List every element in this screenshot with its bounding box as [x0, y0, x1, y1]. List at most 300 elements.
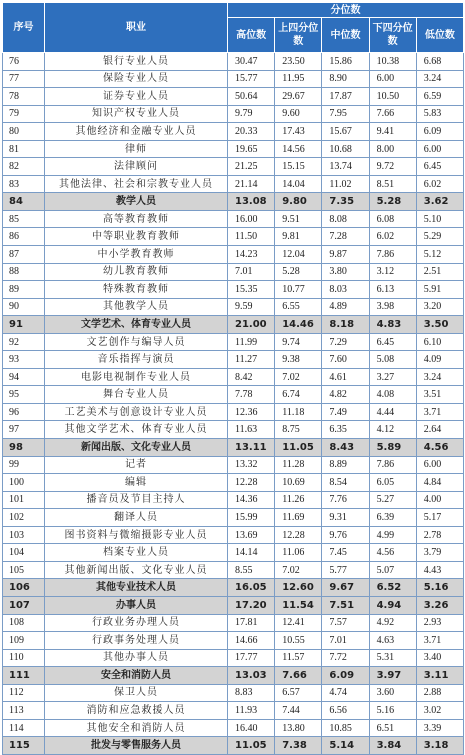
value-median: 8.03 [322, 281, 369, 299]
value-median: 7.29 [322, 333, 369, 351]
value-low: 4.00 [416, 491, 463, 509]
table-row [3, 368, 464, 386]
value-median: 6.56 [322, 702, 369, 720]
value-high: 14.66 [228, 632, 275, 650]
row-number: 85 [3, 210, 45, 228]
occupation-name: 银行专业人员 [45, 53, 228, 71]
row-number: 111 [3, 667, 45, 685]
value-low: 6.02 [416, 175, 463, 193]
value-lower-quartile: 5.08 [369, 351, 416, 369]
value-median: 7.01 [322, 632, 369, 650]
occupation-name: 法律顾问 [45, 158, 228, 176]
value-lower-quartile: 5.07 [369, 561, 416, 579]
value-upper-quartile: 9.81 [275, 228, 322, 246]
value-median: 8.08 [322, 210, 369, 228]
value-high: 14.14 [228, 544, 275, 562]
value-high: 11.05 [228, 737, 275, 755]
value-upper-quartile: 6.57 [275, 684, 322, 702]
table-row [3, 421, 464, 439]
header-lower-quartile: 下四分位数 [369, 18, 416, 53]
value-lower-quartile: 8.00 [369, 140, 416, 158]
value-lower-quartile: 4.44 [369, 403, 416, 421]
table-row [3, 70, 464, 88]
value-high: 11.99 [228, 333, 275, 351]
value-high: 16.00 [228, 210, 275, 228]
value-lower-quartile: 7.66 [369, 105, 416, 123]
occupation-name: 知识产权专业人员 [45, 105, 228, 123]
value-upper-quartile: 11.54 [275, 596, 322, 614]
value-lower-quartile: 5.89 [369, 439, 416, 457]
value-median: 7.95 [322, 105, 369, 123]
header-median: 中位数 [322, 18, 369, 53]
table-row [3, 140, 464, 158]
occupation-name: 教学人员 [45, 193, 228, 211]
value-high: 11.27 [228, 351, 275, 369]
header-job: 职业 [45, 3, 228, 53]
occupation-name: 办事人员 [45, 596, 228, 614]
row-number: 108 [3, 614, 45, 632]
value-high: 12.28 [228, 474, 275, 492]
occupation-name: 特殊教育教师 [45, 281, 228, 299]
row-number: 86 [3, 228, 45, 246]
value-low: 5.12 [416, 246, 463, 264]
category-row [3, 667, 464, 685]
value-median: 7.51 [322, 596, 369, 614]
row-number: 91 [3, 316, 45, 334]
row-number: 93 [3, 351, 45, 369]
value-lower-quartile: 9.72 [369, 158, 416, 176]
row-number: 105 [3, 561, 45, 579]
value-median: 13.74 [322, 158, 369, 176]
row-number: 99 [3, 456, 45, 474]
row-number: 114 [3, 719, 45, 737]
value-low: 6.10 [416, 333, 463, 351]
occupation-name: 行政事务处理人员 [45, 632, 228, 650]
occupation-name: 档案专业人员 [45, 544, 228, 562]
table-row [3, 263, 464, 281]
value-low: 3.18 [416, 737, 463, 755]
row-number: 102 [3, 509, 45, 527]
value-low: 3.24 [416, 70, 463, 88]
table-row [3, 351, 464, 369]
table-row [3, 210, 464, 228]
value-upper-quartile: 14.04 [275, 175, 322, 193]
value-upper-quartile: 11.69 [275, 509, 322, 527]
value-high: 21.00 [228, 316, 275, 334]
value-low: 6.45 [416, 158, 463, 176]
occupation-name: 图书资料与微缩摄影专业人员 [45, 526, 228, 544]
value-upper-quartile: 11.06 [275, 544, 322, 562]
value-low: 5.83 [416, 105, 463, 123]
table-row [3, 719, 464, 737]
value-median: 8.54 [322, 474, 369, 492]
value-high: 13.69 [228, 526, 275, 544]
occupation-name: 其他新闻出版、文化专业人员 [45, 561, 228, 579]
occupation-name: 电影电视制作专业人员 [45, 368, 228, 386]
table-row [3, 649, 464, 667]
value-upper-quartile: 11.26 [275, 491, 322, 509]
value-upper-quartile: 6.55 [275, 298, 322, 316]
value-high: 11.63 [228, 421, 275, 439]
row-number: 103 [3, 526, 45, 544]
value-high: 20.33 [228, 123, 275, 141]
occupation-name: 证券专业人员 [45, 88, 228, 106]
row-number: 95 [3, 386, 45, 404]
value-high: 8.42 [228, 368, 275, 386]
value-upper-quartile: 7.66 [275, 667, 322, 685]
occupation-name: 批发与零售服务人员 [45, 737, 228, 755]
value-high: 14.23 [228, 246, 275, 264]
table-row [3, 403, 464, 421]
value-low: 6.09 [416, 123, 463, 141]
value-median: 4.89 [322, 298, 369, 316]
value-high: 50.64 [228, 88, 275, 106]
occupation-name: 其他安全和消防人员 [45, 719, 228, 737]
value-lower-quartile: 5.28 [369, 193, 416, 211]
value-low: 3.26 [416, 596, 463, 614]
table-row [3, 526, 464, 544]
row-number: 110 [3, 649, 45, 667]
table-row [3, 474, 464, 492]
value-lower-quartile: 6.08 [369, 210, 416, 228]
wage-quantile-table [2, 2, 464, 755]
table-row [3, 614, 464, 632]
table-row [3, 491, 464, 509]
row-number: 113 [3, 702, 45, 720]
value-low: 3.40 [416, 649, 463, 667]
value-upper-quartile: 6.74 [275, 386, 322, 404]
value-median: 15.86 [322, 53, 369, 71]
header-low: 低位数 [416, 18, 463, 53]
value-high: 15.35 [228, 281, 275, 299]
occupation-name: 行政业务办理人员 [45, 614, 228, 632]
occupation-name: 保险专业人员 [45, 70, 228, 88]
value-low: 3.20 [416, 298, 463, 316]
value-lower-quartile: 4.83 [369, 316, 416, 334]
value-high: 9.59 [228, 298, 275, 316]
occupation-name: 其他法律、社会和宗教专业人员 [45, 175, 228, 193]
header-no: 序号 [3, 3, 45, 53]
table-row [3, 456, 464, 474]
value-high: 7.78 [228, 386, 275, 404]
value-upper-quartile: 11.57 [275, 649, 322, 667]
value-lower-quartile: 6.52 [369, 579, 416, 597]
value-median: 9.31 [322, 509, 369, 527]
value-upper-quartile: 12.41 [275, 614, 322, 632]
occupation-name: 安全和消防人员 [45, 667, 228, 685]
value-upper-quartile: 9.51 [275, 210, 322, 228]
value-lower-quartile: 3.97 [369, 667, 416, 685]
value-lower-quartile: 3.60 [369, 684, 416, 702]
table-row [3, 333, 464, 351]
value-low: 5.16 [416, 579, 463, 597]
occupation-name: 其他文学艺术、体育专业人员 [45, 421, 228, 439]
value-lower-quartile: 4.56 [369, 544, 416, 562]
row-number: 88 [3, 263, 45, 281]
category-row [3, 193, 464, 211]
value-upper-quartile: 23.50 [275, 53, 322, 71]
value-high: 9.79 [228, 105, 275, 123]
value-lower-quartile: 7.86 [369, 246, 416, 264]
value-lower-quartile: 5.31 [369, 649, 416, 667]
value-high: 21.14 [228, 175, 275, 193]
value-low: 3.24 [416, 368, 463, 386]
row-number: 98 [3, 439, 45, 457]
value-median: 4.82 [322, 386, 369, 404]
value-high: 17.81 [228, 614, 275, 632]
occupation-name: 文艺创作与编导人员 [45, 333, 228, 351]
value-high: 13.11 [228, 439, 275, 457]
value-low: 2.88 [416, 684, 463, 702]
value-median: 7.35 [322, 193, 369, 211]
value-high: 19.65 [228, 140, 275, 158]
table-row [3, 684, 464, 702]
value-upper-quartile: 15.15 [275, 158, 322, 176]
value-upper-quartile: 14.46 [275, 316, 322, 334]
value-high: 8.55 [228, 561, 275, 579]
row-number: 79 [3, 105, 45, 123]
value-lower-quartile: 6.51 [369, 719, 416, 737]
value-lower-quartile: 6.00 [369, 70, 416, 88]
value-lower-quartile: 10.50 [369, 88, 416, 106]
value-upper-quartile: 9.80 [275, 193, 322, 211]
row-number: 107 [3, 596, 45, 614]
value-median: 7.49 [322, 403, 369, 421]
table-row [3, 105, 464, 123]
occupation-name: 舞台专业人员 [45, 386, 228, 404]
value-low: 3.62 [416, 193, 463, 211]
value-low: 6.00 [416, 456, 463, 474]
table-row [3, 298, 464, 316]
value-median: 6.09 [322, 667, 369, 685]
value-high: 16.40 [228, 719, 275, 737]
value-low: 4.43 [416, 561, 463, 579]
row-number: 81 [3, 140, 45, 158]
value-low: 5.29 [416, 228, 463, 246]
value-upper-quartile: 29.67 [275, 88, 322, 106]
value-low: 2.51 [416, 263, 463, 281]
occupation-name: 记者 [45, 456, 228, 474]
occupation-name: 播音员及节目主持人 [45, 491, 228, 509]
value-upper-quartile: 17.43 [275, 123, 322, 141]
value-upper-quartile: 11.18 [275, 403, 322, 421]
value-median: 8.90 [322, 70, 369, 88]
row-number: 92 [3, 333, 45, 351]
row-number: 106 [3, 579, 45, 597]
value-high: 8.83 [228, 684, 275, 702]
occupation-name: 中等职业教育教师 [45, 228, 228, 246]
table-row [3, 281, 464, 299]
header-quantile-group: 分位数 [228, 3, 464, 18]
value-lower-quartile: 3.98 [369, 298, 416, 316]
value-low: 3.11 [416, 667, 463, 685]
value-high: 30.47 [228, 53, 275, 71]
value-low: 3.02 [416, 702, 463, 720]
row-number: 80 [3, 123, 45, 141]
value-lower-quartile: 5.16 [369, 702, 416, 720]
occupation-name: 音乐指挥与演员 [45, 351, 228, 369]
value-upper-quartile: 11.05 [275, 439, 322, 457]
value-lower-quartile: 3.27 [369, 368, 416, 386]
value-low: 3.50 [416, 316, 463, 334]
table-body [3, 53, 464, 755]
occupation-name: 幼儿教育教师 [45, 263, 228, 281]
value-high: 17.20 [228, 596, 275, 614]
value-upper-quartile: 12.28 [275, 526, 322, 544]
table-row [3, 246, 464, 264]
value-upper-quartile: 13.80 [275, 719, 322, 737]
table-row [3, 88, 464, 106]
value-lower-quartile: 6.05 [369, 474, 416, 492]
value-upper-quartile: 9.60 [275, 105, 322, 123]
table-row [3, 175, 464, 193]
value-upper-quartile: 10.69 [275, 474, 322, 492]
occupation-name: 新闻出版、文化专业人员 [45, 439, 228, 457]
value-lower-quartile: 4.92 [369, 614, 416, 632]
table-row [3, 544, 464, 562]
value-upper-quartile: 10.55 [275, 632, 322, 650]
value-median: 7.76 [322, 491, 369, 509]
value-low: 4.56 [416, 439, 463, 457]
value-upper-quartile: 9.38 [275, 351, 322, 369]
value-low: 3.51 [416, 386, 463, 404]
value-lower-quartile: 4.63 [369, 632, 416, 650]
value-low: 4.84 [416, 474, 463, 492]
row-number: 78 [3, 88, 45, 106]
value-median: 6.35 [322, 421, 369, 439]
occupation-name: 其他经济和金融专业人员 [45, 123, 228, 141]
value-upper-quartile: 12.04 [275, 246, 322, 264]
table-row [3, 158, 464, 176]
value-low: 5.91 [416, 281, 463, 299]
occupation-name: 其他办事人员 [45, 649, 228, 667]
value-median: 8.43 [322, 439, 369, 457]
value-lower-quartile: 6.02 [369, 228, 416, 246]
category-row [3, 579, 464, 597]
category-row [3, 439, 464, 457]
value-median: 4.61 [322, 368, 369, 386]
header-high: 高位数 [228, 18, 275, 53]
value-lower-quartile: 4.99 [369, 526, 416, 544]
row-number: 96 [3, 403, 45, 421]
value-median: 7.60 [322, 351, 369, 369]
row-number: 89 [3, 281, 45, 299]
value-high: 11.93 [228, 702, 275, 720]
row-number: 84 [3, 193, 45, 211]
value-low: 2.93 [416, 614, 463, 632]
value-lower-quartile: 9.41 [369, 123, 416, 141]
value-upper-quartile: 7.02 [275, 368, 322, 386]
value-high: 11.50 [228, 228, 275, 246]
value-median: 7.45 [322, 544, 369, 562]
value-low: 6.68 [416, 53, 463, 71]
value-low: 5.10 [416, 210, 463, 228]
value-high: 15.77 [228, 70, 275, 88]
row-number: 104 [3, 544, 45, 562]
value-high: 14.36 [228, 491, 275, 509]
value-low: 2.64 [416, 421, 463, 439]
table-row [3, 561, 464, 579]
value-median: 8.18 [322, 316, 369, 334]
value-median: 17.87 [322, 88, 369, 106]
value-median: 10.68 [322, 140, 369, 158]
table-row [3, 53, 464, 71]
occupation-name: 律师 [45, 140, 228, 158]
occupation-name: 高等教育教师 [45, 210, 228, 228]
value-median: 7.28 [322, 228, 369, 246]
table-row [3, 632, 464, 650]
value-upper-quartile: 11.95 [275, 70, 322, 88]
value-lower-quartile: 6.13 [369, 281, 416, 299]
category-row [3, 316, 464, 334]
row-number: 82 [3, 158, 45, 176]
value-upper-quartile: 10.77 [275, 281, 322, 299]
value-lower-quartile: 6.45 [369, 333, 416, 351]
value-median: 10.85 [322, 719, 369, 737]
row-number: 109 [3, 632, 45, 650]
value-low: 6.00 [416, 140, 463, 158]
row-number: 83 [3, 175, 45, 193]
occupation-name: 其他专业技术人员 [45, 579, 228, 597]
value-lower-quartile: 8.51 [369, 175, 416, 193]
value-lower-quartile: 4.08 [369, 386, 416, 404]
value-lower-quartile: 10.38 [369, 53, 416, 71]
value-upper-quartile: 5.28 [275, 263, 322, 281]
value-upper-quartile: 8.75 [275, 421, 322, 439]
value-lower-quartile: 4.12 [369, 421, 416, 439]
value-upper-quartile: 7.38 [275, 737, 322, 755]
value-high: 13.32 [228, 456, 275, 474]
value-low: 2.78 [416, 526, 463, 544]
value-high: 17.77 [228, 649, 275, 667]
value-median: 4.74 [322, 684, 369, 702]
occupation-name: 其他教学人员 [45, 298, 228, 316]
value-lower-quartile: 5.27 [369, 491, 416, 509]
value-median: 15.67 [322, 123, 369, 141]
value-high: 15.99 [228, 509, 275, 527]
occupation-name: 保卫人员 [45, 684, 228, 702]
value-low: 3.39 [416, 719, 463, 737]
value-median: 8.89 [322, 456, 369, 474]
value-upper-quartile: 9.74 [275, 333, 322, 351]
occupation-name: 消防和应急救援人员 [45, 702, 228, 720]
value-median: 5.77 [322, 561, 369, 579]
occupation-name: 工艺美术与创意设计专业人员 [45, 403, 228, 421]
value-median: 9.76 [322, 526, 369, 544]
row-number: 76 [3, 53, 45, 71]
value-high: 13.03 [228, 667, 275, 685]
value-median: 9.87 [322, 246, 369, 264]
row-number: 90 [3, 298, 45, 316]
value-upper-quartile: 11.28 [275, 456, 322, 474]
value-lower-quartile: 3.84 [369, 737, 416, 755]
value-lower-quartile: 4.94 [369, 596, 416, 614]
value-low: 6.59 [416, 88, 463, 106]
occupation-name: 文学艺术、体育专业人员 [45, 316, 228, 334]
value-high: 13.08 [228, 193, 275, 211]
value-high: 21.25 [228, 158, 275, 176]
value-high: 16.05 [228, 579, 275, 597]
row-number: 100 [3, 474, 45, 492]
value-low: 4.09 [416, 351, 463, 369]
table-row [3, 702, 464, 720]
row-number: 101 [3, 491, 45, 509]
value-upper-quartile: 7.44 [275, 702, 322, 720]
row-number: 112 [3, 684, 45, 702]
occupation-name: 中小学教育教师 [45, 246, 228, 264]
value-high: 7.01 [228, 263, 275, 281]
value-median: 7.57 [322, 614, 369, 632]
